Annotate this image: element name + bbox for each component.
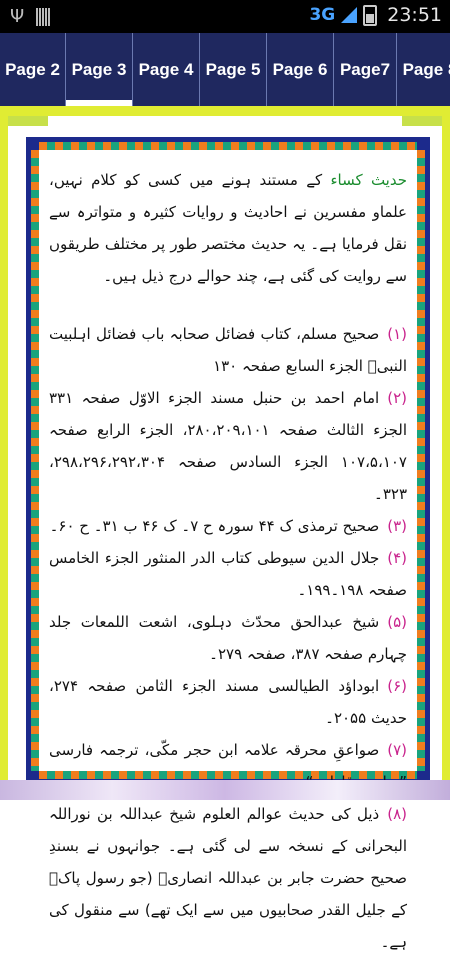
intro-highlight: حدیث کساء — [330, 171, 407, 189]
article-content — [49, 164, 407, 951]
reference-text: جلال الدین سیوطی کتاب الدر المنثور الجزء الخامس صفحہ ۱۹۸۔۱۹۹۔ — [49, 549, 407, 599]
reference-item — [49, 542, 407, 606]
reference-text: صحیح مسلم، کتاب فضائل صحابہ باب فضائل اہلبیت النبیؐ الجزء السابع صفحہ ۱۳۰ — [49, 325, 407, 375]
reference-number: (۴) — [387, 549, 407, 567]
network-type: 3G — [309, 5, 336, 25]
text-card — [26, 137, 430, 951]
reference-number: (۵) — [387, 613, 407, 631]
border-stripe-top — [39, 142, 417, 150]
reference-number: (۸) — [387, 805, 407, 823]
reference-text: امام احمد بن حنبل مسند الجزء الاوّل صفحہ ۳۳۱ الجزء الثالث صفحہ ۲۸۰،۲۰۹،۱۰۱، الجزء الرابع صفحہ ۱۰۷،۵،۱۰۷ الجزء السادس صفحہ ۲۹۸،۲۹۶،۲۹۲،۳۰۴، ۳۲۳۔ — [49, 389, 407, 503]
page-frame — [0, 106, 450, 951]
clock: 23:51 — [387, 4, 442, 26]
barcode-icon — [36, 8, 50, 26]
corner-square — [417, 142, 425, 150]
tab-page-6[interactable]: Page 6 — [267, 33, 334, 106]
reference-number: (۲) — [387, 389, 407, 407]
signal-icon — [341, 7, 357, 23]
reference-number: (۳) — [387, 517, 407, 535]
corner-ornament-right — [402, 116, 442, 126]
status-bar — [0, 0, 450, 33]
intro-text: کے مستند ہونے میں کسی کو کلام نہیں، علماو مفسرین نے احادیث و روایات کثیرہ و متواترہ سے نقل فرمایا ہے۔ یہ حدیث مختصر طور پر مختلف طریقوں سے روایت کی گئی ہے، چند حوالے درج ذیل ہیں۔ — [49, 171, 407, 285]
corner-ornament-left — [8, 116, 48, 126]
reference-text: شیخ عبدالحق محدّث دہلوی، اشعت اللمعات جلد چہارم صفحہ ۳۸۷، صفحہ ۲۷۹۔ — [49, 613, 407, 663]
reference-text: صحیح ترمذی ک ۴۴ سورہ ح ۷۔ ک ۴۶ ب ۳۱۔ ح ۶۰۔ — [49, 517, 380, 535]
reference-item — [49, 606, 407, 670]
border-stripe-right — [417, 150, 425, 771]
battery-icon — [363, 5, 377, 26]
tab-page-2[interactable]: Page 2 — [0, 33, 66, 106]
reference-item — [49, 670, 407, 734]
tab-page-4[interactable]: Page 4 — [133, 33, 200, 106]
reference-number: (۷) — [387, 741, 407, 759]
tab-page-7[interactable]: Page7 — [334, 33, 397, 106]
corner-square — [31, 142, 39, 150]
reference-number: (۶) — [387, 677, 407, 695]
reference-item — [49, 382, 407, 510]
usb-icon: Ψ — [10, 6, 25, 27]
tab-page-8[interactable]: Page 8 — [402, 60, 458, 79]
page-inner — [8, 116, 442, 951]
corner-square — [31, 771, 39, 779]
page-tab-bar — [0, 33, 458, 106]
reference-text: ذیل کی حدیث عوالم العلوم شیخ عبداللہ بن نوراللہ البحرانی کے نسخہ سے لی گئی ہے۔ جوانہوں نے بسندِ صحیح حضرت جابر بن عبداللہ انصاریؓ (جو رسول پاکؐ کے جلیل القدر صحابیوں میں سے ایک تھے) سے منقول کی ہے۔ — [49, 805, 407, 951]
corner-square — [417, 771, 425, 779]
border-stripe-left — [31, 150, 39, 771]
reference-item — [49, 510, 407, 542]
intro-paragraph — [49, 164, 407, 292]
reference-text: صواعقِ محرقہ علامہ ابن حجر مکّی، ترجمہ فارسی — [49, 741, 380, 759]
reference-item — [49, 318, 407, 382]
reference-number: (۱) — [387, 325, 407, 343]
tab-page-5[interactable]: Page 5 — [200, 33, 267, 106]
next-page-preview — [0, 780, 450, 800]
reference-text: ابوداؤد الطیالسی مسند الجزء الثامن صفحہ ۲۷۴، حدیث ۲۰۵۵۔ — [49, 677, 407, 727]
tab-page-3[interactable]: Page 3 — [66, 33, 133, 106]
reference-item — [49, 798, 407, 958]
